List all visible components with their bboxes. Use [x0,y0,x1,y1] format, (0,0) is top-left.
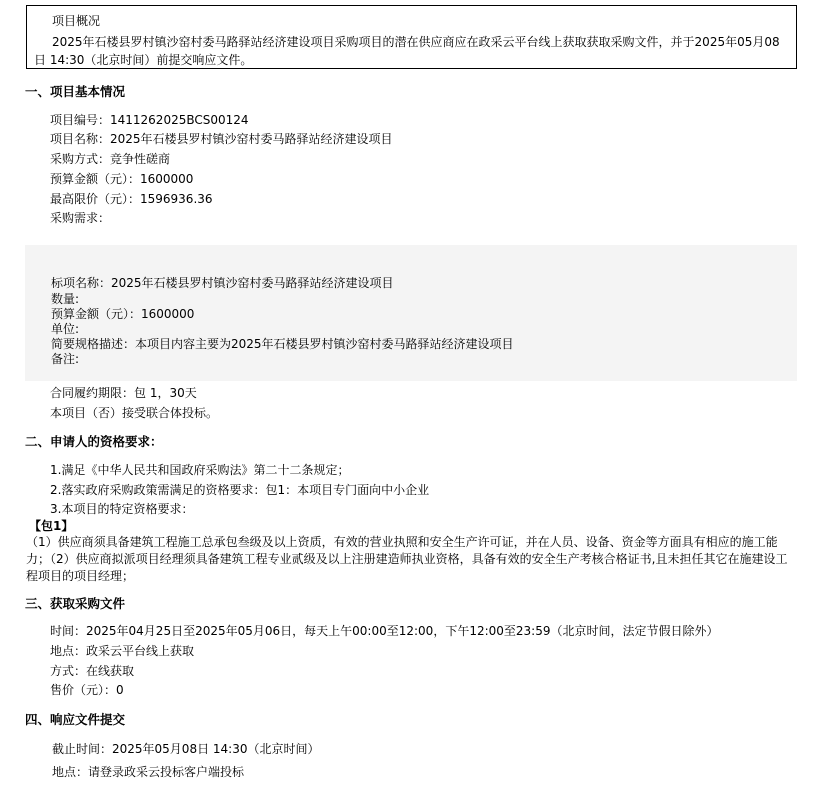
obtain-time: 时间：2025年04月25日至2025年05月06日，每天上午00:00至12:00，下午12:00至23:59（北京时间，法定节假日除外） [50,624,719,638]
lot-quantity: 数量: [51,292,80,306]
lot-remark: 备注: [51,352,80,366]
obtain-method: 方式：在线获取 [50,664,135,678]
section-submission-heading: 四、响应文件提交 [25,712,126,727]
lot-details-block [25,245,797,381]
consortium-note: 本项目（否）接受联合体投标。 [50,406,219,420]
summary-text: 2025年石楼县罗村镇沙窑村委马路驿站经济建设项目采购项目的潜在供应商应在政采云平台线上获取获取采购文件，并于2025年05月08日 14:30（北京时间）前提交响应文件。 [34,35,780,67]
contract-period: 合同履约期限：包 1，30天 [50,386,197,400]
summary-title: 项目概况 [52,14,101,28]
lot-unit: 单位: [51,322,80,336]
procurement-requirement-label: 采购需求： [50,211,111,225]
lot-spec: 简要规格描述：本项目内容主要为2025年石楼县罗村镇沙窑村委马路驿站经济建设项目 [51,337,514,351]
qualification-item-3: 3.本项目的特定资格要求： [50,502,194,516]
section-qualification-heading: 二、申请人的资格要求： [25,434,163,449]
submission-deadline: 截止时间：2025年05月08日 14:30（北京时间） [52,742,320,756]
obtain-place: 地点：政采云平台线上获取 [50,644,195,658]
max-price: 最高限价（元）：1596936.36 [50,192,213,206]
budget-amount: 预算金额（元）：1600000 [50,172,194,186]
project-summary-box [26,5,797,69]
qualification-item-1: 1.满足《中华人民共和国政府采购法》第二十二条规定； [50,463,350,477]
submission-place: 地点：请登录政采云投标客户端投标 [52,765,245,779]
lot-name: 标项名称：2025年石楼县罗村镇沙窑村委马路驿站经济建设项目 [51,276,394,290]
project-number: 项目编号：1411262025BCS00124 [50,113,249,127]
lot-budget: 预算金额（元）：1600000 [51,307,195,321]
package-requirements: （1）供应商须具备建筑工程施工总承包叁级及以上资质，有效的营业执照和安全生产许可证，并在人员、设备、资金等方面具有相应的施工能力；（2）供应商拟派项目经理须具备建筑工程专业贰级及以上注册建造师执业资格，具备有效的安全生产考核合格证书,且未担任其它在施建设工程项目的项目经理； [26,535,788,583]
project-name: 项目名称：2025年石楼县罗村镇沙窑村委马路驿站经济建设项目 [50,132,393,146]
section-basic-info-heading: 一、项目基本情况 [25,84,126,99]
qualification-item-2: 2.落实政府采购政策需满足的资格要求：包1：本项目专门面向中小企业 [50,483,430,497]
section-obtain-docs-heading: 三、获取采购文件 [25,596,126,611]
package-label: 【包1】 [29,519,74,533]
procurement-method: 采购方式：竞争性磋商 [50,152,171,166]
document-price: 售价（元）：0 [50,683,124,697]
